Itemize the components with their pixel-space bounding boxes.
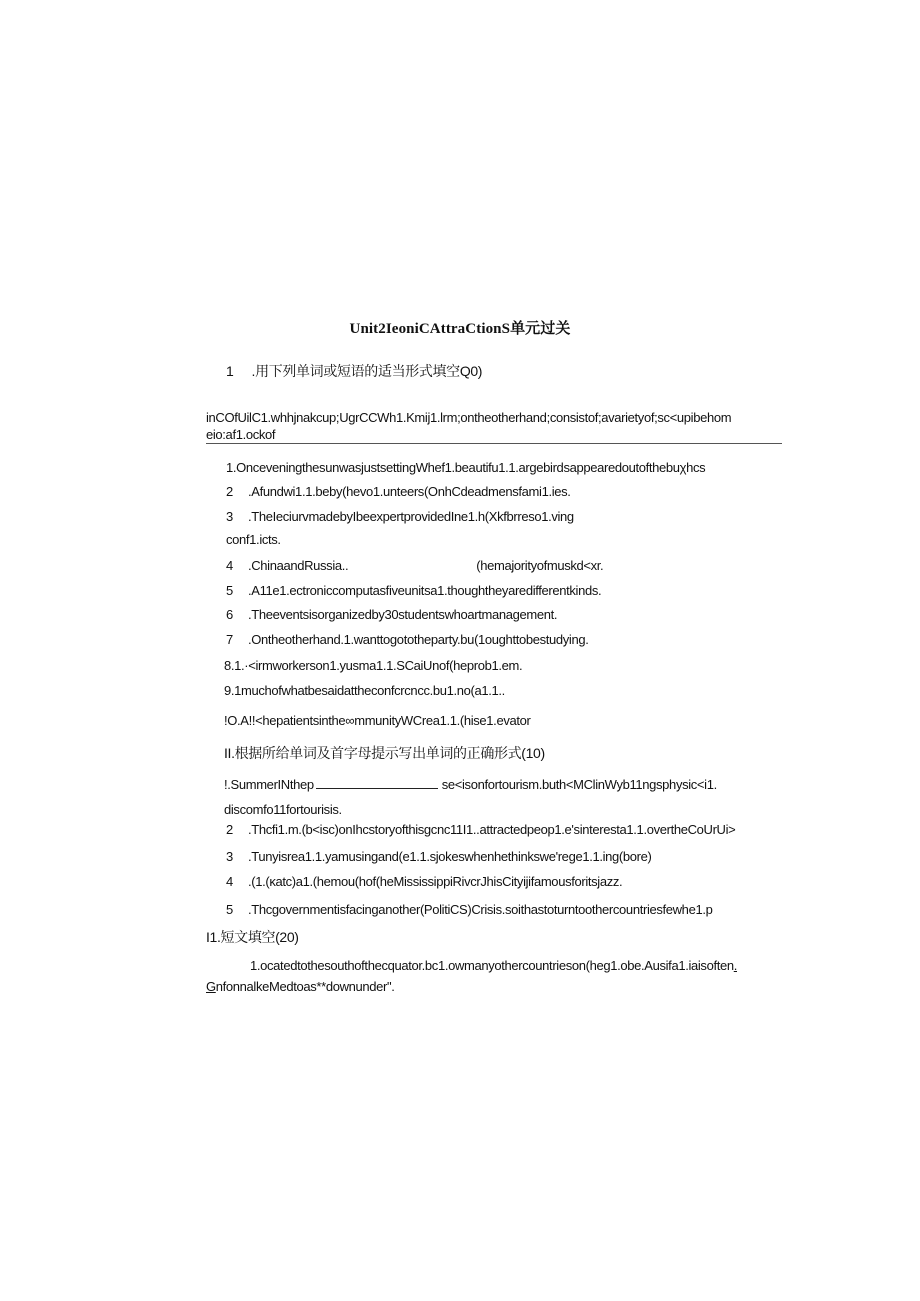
question-text: .ChinaandRussia..	[248, 558, 349, 573]
passage-hint-letter: G	[206, 979, 216, 994]
question-item	[226, 901, 712, 919]
question-item	[226, 606, 557, 624]
question-text: !.SummerINthep	[224, 777, 314, 792]
section-1-heading	[226, 362, 482, 380]
question-item	[226, 508, 574, 526]
question-continuation: conf1.icts.	[226, 532, 281, 547]
question-text: .Ontheotherhand.1.wanttogototheparty.bu(1oughttobestudying.	[248, 632, 589, 647]
question-item: !O.A!!<hepatientsinthe∞mmunityWCrea1.1.(hise1.evator	[224, 713, 531, 728]
answer-blank	[316, 776, 438, 789]
question-item: 9.1muchofwhatbesaidattheconfcrcncc.bu1.no(a1.1..	[224, 683, 505, 698]
section-1-heading-text: .用下列单词或短语的适当形式填空Q0)	[251, 363, 483, 379]
question-item	[226, 821, 735, 839]
question-number: 5	[226, 583, 233, 598]
question-item	[226, 557, 603, 575]
question-item: 8.1.·<irmworkerson1.yusma1.1.SCaiUnof(heprob1.em.	[224, 658, 523, 673]
passage-line-2	[206, 978, 395, 996]
passage-line-1	[250, 957, 737, 975]
question-text: .Thcfi1.m.(b<isc)onIhcstoryofthisgcnc11I1..attractedpeop1.e'sinteresta1.1.overtheCoUrUi>	[248, 822, 736, 837]
section-2-heading: II.根据所给单词及首字母提示写出单词的正确形式(10)	[224, 745, 545, 761]
question-continuation: discomfo11fortourisis.	[224, 802, 342, 817]
question-number: 2	[226, 822, 233, 837]
question-number: 2	[226, 484, 233, 499]
question-number: 7	[226, 632, 233, 647]
passage-text: nfonnalkeMedtoas**downunder".	[215, 979, 395, 994]
question-text: .(1.(κatc)a1.(hemou(hof(heMississippiRivcrJhisCityijifamousforitsjazz.	[248, 874, 623, 889]
question-number: 1	[226, 460, 233, 475]
passage-blank-mark: .	[733, 958, 737, 973]
question-number: 4	[226, 558, 233, 573]
word-bank-line-1: inCOfUilC1.whhjnakcup;UgrCCWh1.Kmij1.lrm;ontheotherhand;consistof;avarietyof;sc<upibehom	[206, 410, 732, 425]
question-number: 3	[226, 509, 233, 524]
passage-text: 1.ocatedtothesouthofthecquator.bc1.owmanyothercountrieson(heg1.obe.Ausifa1.iaisoften	[250, 958, 734, 973]
question-item	[226, 483, 571, 501]
question-text: .Theeventsisorganizedby30studentswhoartmanagement.	[248, 607, 558, 622]
question-item	[224, 776, 717, 794]
question-item	[226, 582, 601, 600]
question-text-tail: se<isonfortourism.buth<MClinWyb11ngsphysic<i1.	[441, 777, 717, 792]
question-text: .TheIeciurvmadebyIbeexpertprovidedIne1.h(Xkfbrreso1.ving	[248, 509, 574, 524]
question-item	[226, 873, 622, 891]
question-number: 5	[226, 902, 233, 917]
question-item	[226, 631, 589, 649]
page-title: Unit2IeoniCAttraCtionS单元过关	[349, 321, 571, 337]
question-item	[226, 459, 705, 477]
word-bank-line-2: eio:af1.ockof	[206, 427, 276, 442]
question-text: .A11e1.ectroniccomputasfiveunitsa1.thoughtheyaredifferentkinds.	[248, 583, 602, 598]
question-item	[226, 848, 652, 866]
section-1-number: 1	[226, 363, 234, 379]
question-text: .OnceveningthesunwasjustsettingWhef1.beautifu1.1.argebirdsappearedoutofthebuχhcs	[232, 460, 706, 475]
question-number: 3	[226, 849, 233, 864]
question-text: .Thcgovernmentisfacinganother(PolitiCS)Crisis.soithastoturntoothercountriesfewhe1.p	[248, 902, 713, 917]
question-text: .Afundwi1.1.beby(hevo1.unteers(OnhCdeadmensfami1.ies.	[248, 484, 571, 499]
question-number: 6	[226, 607, 233, 622]
question-number: 4	[226, 874, 233, 889]
section-3-heading: I1.短文填空(20)	[206, 929, 299, 945]
word-bank-divider	[206, 443, 782, 444]
question-text-tail: (hemajorityofmuskd<xr.	[476, 558, 604, 573]
question-text: .Tunyisrea1.1.yamusingand(e1.1.sjokeswhenhethinkswe'rege1.1.ing(bore)	[248, 849, 652, 864]
